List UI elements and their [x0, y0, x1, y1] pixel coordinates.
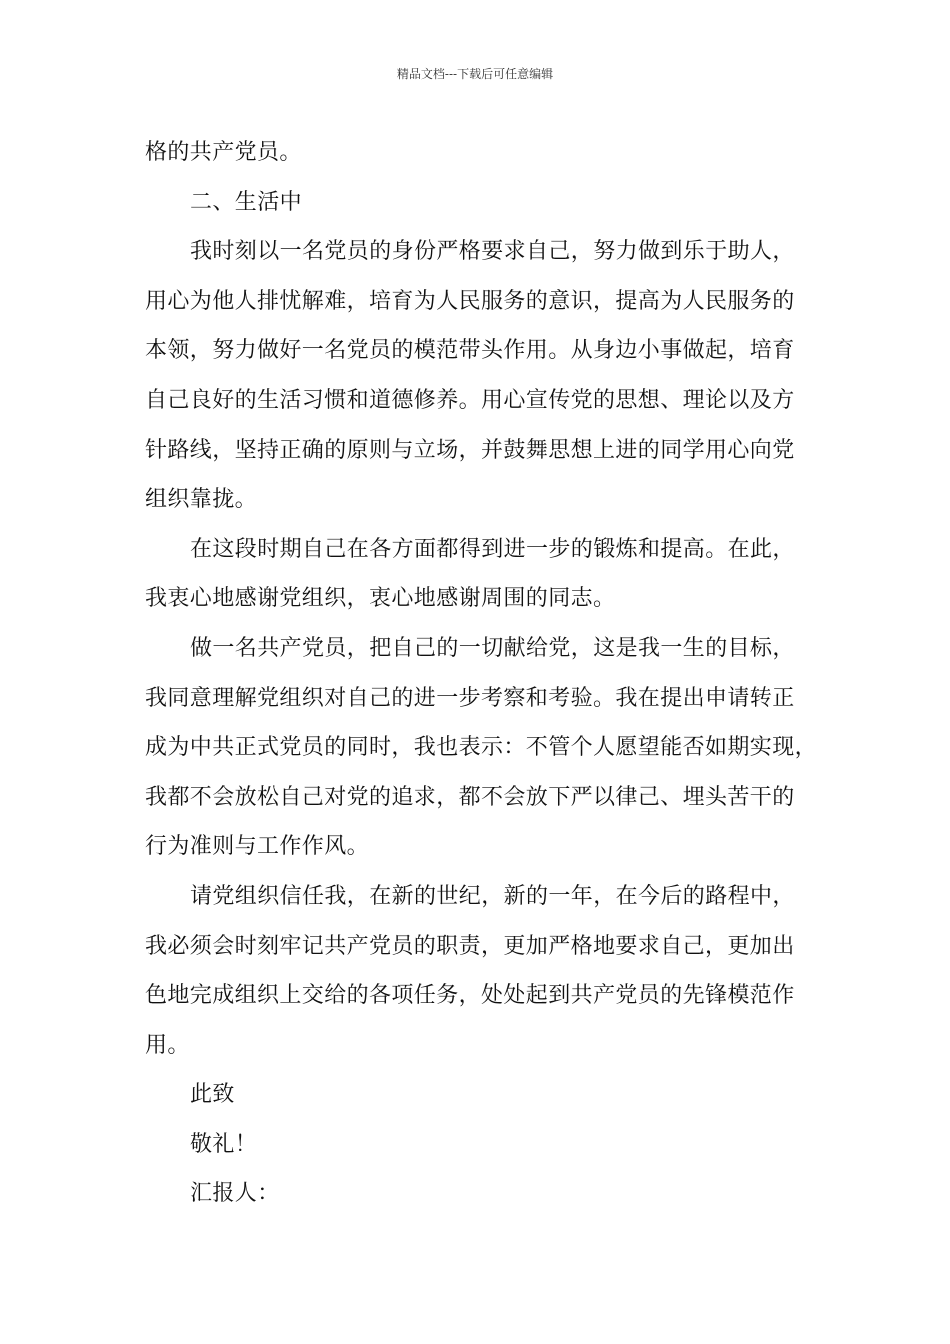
text-line: 在这段时期自己在各方面都得到进一步的锻炼和提高。在此，: [190, 536, 795, 562]
text-line: 请党组织信任我，在新的世纪，新的一年，在今后的路程中，: [190, 883, 795, 909]
text-line: 色地完成组织上交给的各项任务，处处起到共产党员的先锋模范作: [145, 983, 795, 1009]
closing-salutation: 此致: [190, 1082, 235, 1108]
text-line: 用。: [145, 1032, 190, 1058]
text-line: 我必须会时刻牢记共产党员的职责，更加严格地要求自己，更加出: [145, 933, 795, 959]
closing-greeting: 敬礼！: [190, 1131, 258, 1157]
text-line: 我同意理解党组织对自己的进一步考察和考验。我在提出申请转正: [145, 685, 795, 711]
page-header: 精品文档---下载后可任意编辑: [396, 67, 554, 81]
text-line: 成为中共正式党员的同时，我也表示：不管个人愿望能否如期实现，: [145, 735, 818, 761]
text-line: 我时刻以一名党员的身份严格要求自己，努力做到乐于助人，: [190, 239, 795, 265]
text-line: 针路线，坚持正确的原则与立场，并鼓舞思想上进的同学用心向党: [145, 437, 795, 463]
signature-label: 汇报人：: [190, 1181, 280, 1207]
text-line: 我衷心地感谢党组织，衷心地感谢周围的同志。: [145, 586, 616, 612]
text-line: 做一名共产党员，把自己的一切献给党，这是我一生的目标，: [190, 635, 795, 661]
text-line: 用心为他人排忧解难，培育为人民服务的意识，提高为人民服务的: [145, 288, 795, 314]
text-line: 自己良好的生活习惯和道德修养。用心宣传党的思想、理论以及方: [145, 387, 795, 413]
section-heading: 二、生活中: [190, 189, 303, 215]
text-line: 组织靠拢。: [145, 487, 258, 513]
text-line: 格的共产党员。: [145, 140, 302, 165]
document-body: [145, 128, 835, 1219]
text-line: 本领，努力做好一名党员的模范带头作用。从身边小事做起，培育: [145, 338, 795, 364]
text-line: 行为准则与工作作风。: [145, 834, 370, 860]
text-line: 我都不会放松自己对党的追求，都不会放下严以律己、埋头苦干的: [145, 784, 795, 810]
